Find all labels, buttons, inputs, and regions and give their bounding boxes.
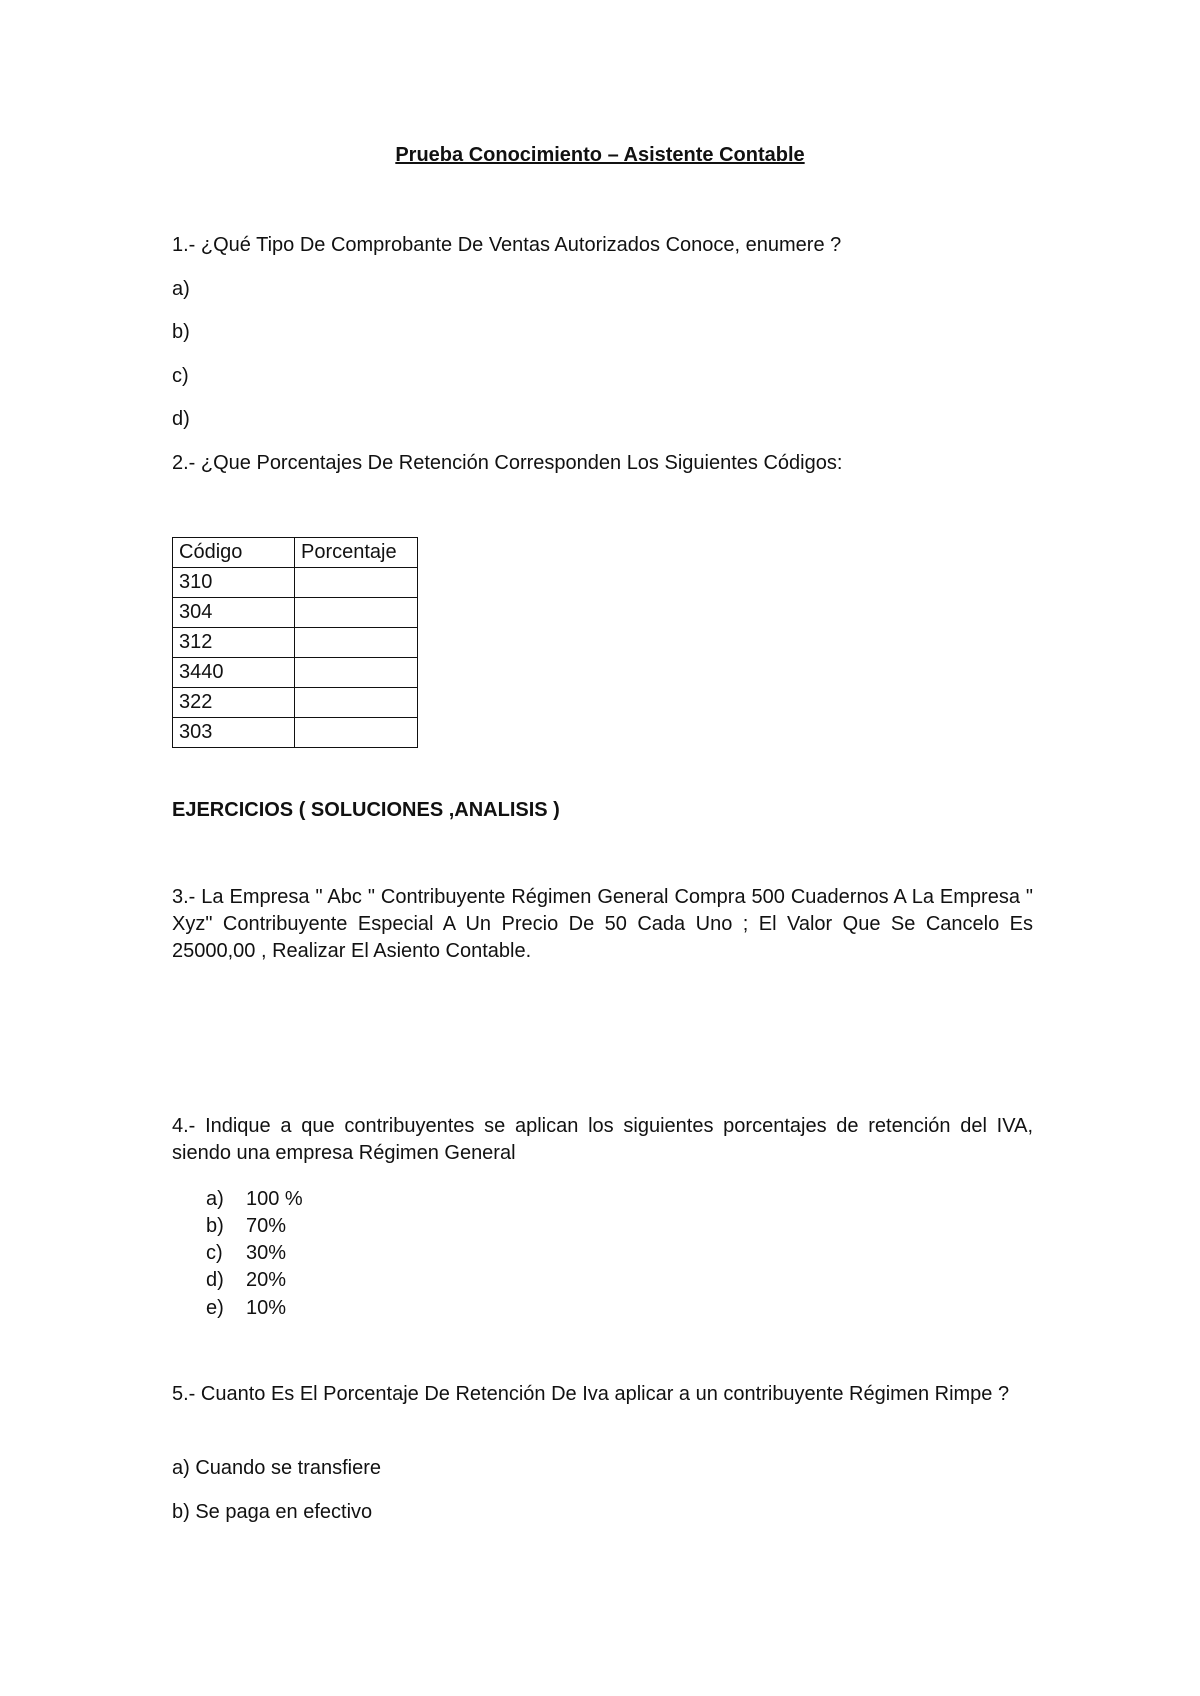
table-cell-codigo: 3440 bbox=[173, 658, 295, 688]
question-4-option bbox=[206, 1296, 286, 1320]
table-cell-codigo: 312 bbox=[173, 628, 295, 658]
option-letter: e) bbox=[206, 1297, 224, 1319]
table-cell-codigo: 322 bbox=[173, 688, 295, 718]
option-value: 70% bbox=[246, 1215, 287, 1237]
table-cell-porcentaje bbox=[295, 568, 418, 598]
question-2-text: 2.- ¿Que Porcentajes De Retención Corresponden Los Siguientes Códigos: bbox=[172, 452, 843, 474]
table-row bbox=[173, 658, 418, 688]
question-4-option bbox=[206, 1187, 303, 1211]
table-header-porcentaje: Porcentaje bbox=[295, 538, 418, 568]
table-header-codigo: Código bbox=[173, 538, 295, 568]
table-cell-codigo: 303 bbox=[173, 718, 295, 748]
table-row bbox=[173, 568, 418, 598]
table-row bbox=[173, 628, 418, 658]
option-letter: d) bbox=[206, 1269, 224, 1291]
option-value: 100 % bbox=[246, 1188, 303, 1210]
table-cell-porcentaje bbox=[295, 718, 418, 748]
retention-codes-table bbox=[172, 537, 418, 748]
table-row bbox=[173, 598, 418, 628]
document-title: Prueba Conocimiento – Asistente Contable bbox=[395, 144, 805, 166]
option-value: 30% bbox=[246, 1242, 287, 1264]
question-4-option bbox=[206, 1241, 286, 1265]
table-cell-porcentaje bbox=[295, 688, 418, 718]
question-4-option bbox=[206, 1268, 286, 1292]
question-1-option-c: c) bbox=[172, 365, 189, 387]
option-letter: b) bbox=[206, 1215, 224, 1237]
question-1-text: 1.- ¿Qué Tipo De Comprobante De Ventas Autorizados Conoce, enumere ? bbox=[172, 234, 842, 256]
table-cell-porcentaje bbox=[295, 628, 418, 658]
question-5-option-a: a) Cuando se transfiere bbox=[172, 1457, 382, 1479]
option-letter: a) bbox=[206, 1188, 224, 1210]
question-5-text: 5.- Cuanto Es El Porcentaje De Retención De Iva aplicar a un contribuyente Régimen Rimpe ? bbox=[172, 1383, 1010, 1405]
option-value: 20% bbox=[246, 1269, 287, 1291]
option-value: 10% bbox=[246, 1297, 287, 1319]
table-row bbox=[173, 718, 418, 748]
question-1-option-b: b) bbox=[172, 321, 190, 343]
table-cell-codigo: 304 bbox=[173, 598, 295, 628]
table-header-row bbox=[173, 538, 418, 568]
table-row bbox=[173, 688, 418, 718]
table-cell-porcentaje bbox=[295, 598, 418, 628]
question-4-text: 4.- Indique a que contribuyentes se aplican los siguientes porcentajes de retención del IVA, siendo una empresa Régimen General bbox=[172, 1115, 1033, 1164]
table-cell-codigo: 310 bbox=[173, 568, 295, 598]
table-cell-porcentaje bbox=[295, 658, 418, 688]
question-1-option-d: d) bbox=[172, 408, 190, 430]
exercises-heading: EJERCICIOS ( SOLUCIONES ,ANALISIS ) bbox=[172, 799, 560, 821]
question-4-option bbox=[206, 1214, 286, 1238]
question-1-option-a: a) bbox=[172, 278, 190, 300]
option-letter: c) bbox=[206, 1242, 223, 1264]
question-5-option-b: b) Se paga en efectivo bbox=[172, 1501, 373, 1523]
question-3-text: 3.- La Empresa " Abc " Contribuyente Régimen General Compra 500 Cuadernos A La Empresa " Xyz" Contribuyente Especial A Un Precio De 50 Cada Uno ; El Valor Que Se Cancelo Es 25000,00 , Realizar El Asiento Contable. bbox=[172, 886, 1033, 962]
